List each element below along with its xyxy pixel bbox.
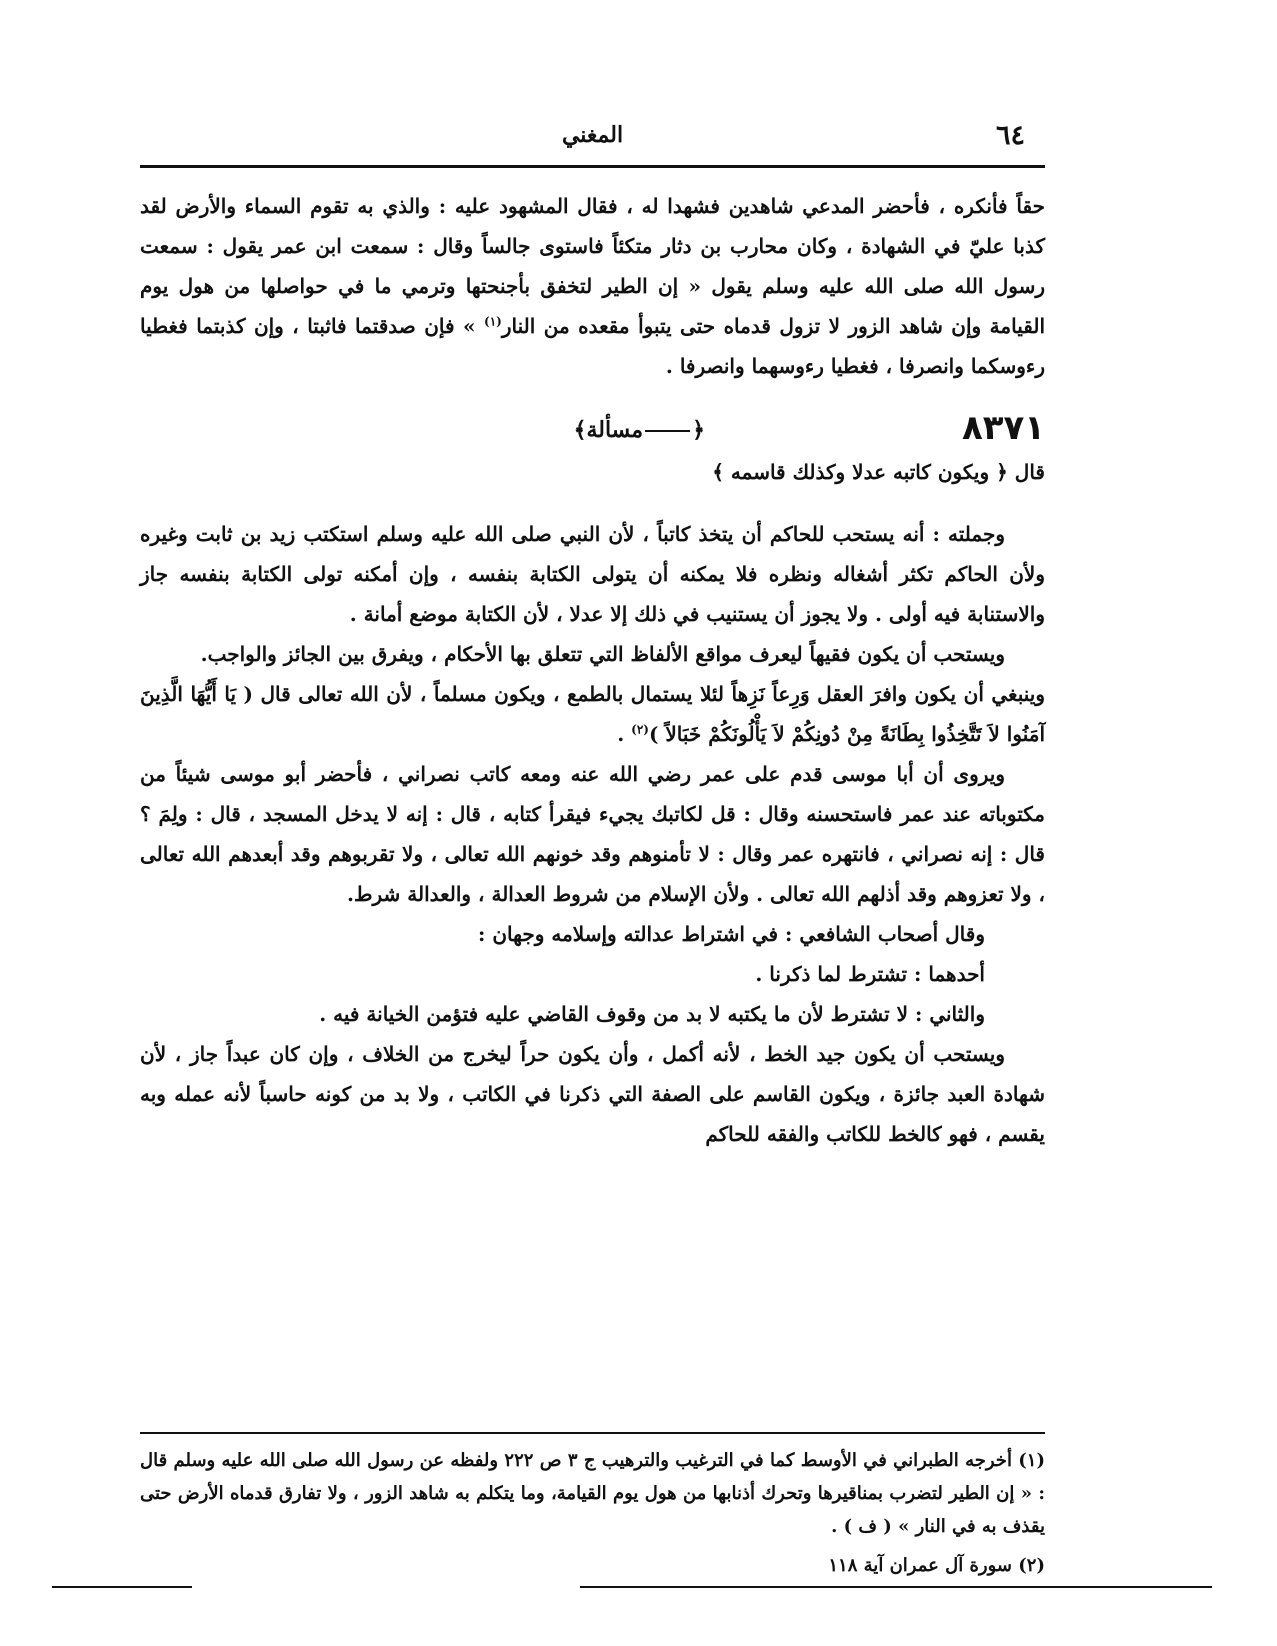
bottom-rule-right: [580, 1586, 1212, 1588]
spacer: [140, 386, 1045, 408]
header-rule: [140, 165, 1045, 168]
section-number: ٨٣٧١: [961, 408, 1045, 448]
paragraph-4-text: وينبغي أن يكون وافرَ العقل وَرِعاً نَزِهاً لئلا يستمال بالطمع ، ويكون مسلماً ، لأن الله تعالى قال ( يَا أَيُّهَا الَّذِينَ آمَنُوا لاَ تَتَّخِذُوا بِطَانَةً مِنْ دُونِكُمْ لاَ يَأْلُونَكُمْ خَبَالاً ): [140, 682, 1045, 746]
section-quote: قال ﴿ ويكون كاتبه عدلا وكذلك قاسمه ﴾: [712, 460, 1045, 484]
page-header: [140, 120, 1045, 160]
page-number: ٦٤: [995, 120, 1025, 151]
paragraph-4-end: .: [617, 722, 632, 746]
bottom-rule-left: [52, 1586, 192, 1588]
paragraph-1-text: حقاً فأنكره ، فأحضر المدعي شاهدين فشهدا له ، فقال المشهود عليه : والذي به تقوم السماء والأرض لقد كذبا عليّ في الشهادة ، وكان محارب بن دثار متكئاً فاستوى جالساً وقال : سمعت ابن عمر يقول : سمعت رسول الله صلى الله عليه وسلم يقول « إن الطير لتخفق بأجنحتها وترمي ما في حواصلها من هول يوم القيامة وإن شاهد الزور لا تزول قدماه حتى يتبوأ مقعده من النار: [140, 194, 1046, 338]
paragraph-7: أحدهما : تشترط لما ذكرنا .: [755, 962, 985, 986]
footnote-1: (١) أخرجه الطبراني في الأوسط كما في الترغيب والترهيب ج ٣ ص ٢٢٢ ولفظه عن رسول الله صلى الله عليه وسلم قال : « إن الطير لتضرب بمناقيرها وتحرك أذنابها من هول يوم القيامة، وما يتكلم به شاهد الزور ، ولا تفارق قدماه الأرض حتى يقذف به في النار » ( ف ) .: [140, 1450, 1045, 1537]
paragraph-1: [140, 186, 1045, 386]
section-label-rule: [645, 430, 690, 432]
footnote-rule: [140, 1432, 1045, 1434]
section-label: ﴿مسألة﴾: [573, 417, 705, 443]
footnotes: [140, 1444, 1045, 1582]
footnote-2: (٢) سورة آل عمران آية ١١٨: [828, 1555, 1045, 1576]
main-text: [140, 186, 1045, 1154]
spacer: [140, 492, 1045, 514]
paragraph-8: والثاني : لا تشترط لأن ما يكتبه لا بد من وقوف القاضي عليه فتؤمن الخيانة فيه .: [319, 1002, 985, 1026]
paragraph-6: وقال أصحاب الشافعي : في اشتراط عدالته وإسلامه وجهان :: [478, 922, 985, 946]
paragraph-4: [140, 674, 1045, 754]
paragraph-2: وجملته : أنه يستحب للحاكم أن يتخذ كاتباً ، لأن النبي صلى الله عليه وسلم استكتب زيد بن ثابت وغيره ولأن الحاكم تكثر أشغاله ونظره فلا يمكنه أن يتولى الكتابة بنفسه ، وإن أمكنه تولى الكتابة بنفسه جاز والاستنابة فيه أولى . ولا يجوز أن يستنيب في ذلك إلا عدلا ، لأن الكتابة موضع أمانة .: [140, 522, 1045, 626]
footnote-ref-2: (٢): [631, 722, 649, 737]
paragraph-5: ويروى أن أبا موسى قدم على عمر رضي الله عنه ومعه كاتب نصراني ، فأحضر أبو موسى شيئاً من مكتوباته عند عمر فاستحسنه وقال : قل لكاتبك يجيء فيقرأ كتابه ، قال : إنه لا يدخل المسجد ، قال : ولِمَ ؟ قال : إنه نصراني ، فانتهره عمر وقال : لا تأمنوهم وقد خونهم الله تعالى ، ولا تقربوهم وقد أبعدهم الله تعالى ، ولا تعزوهم وقد أذلهم الله تعالى . ولأن الإسلام من شروط العدالة ، والعدالة شرط.: [140, 762, 1045, 906]
paragraph-1-end: » فإن صدقتما فاثبتا ، وإن كذبتما فغطيا رءوسكما وانصرفا ، فغطيا رءوسهما وانصرفا .: [140, 314, 1045, 378]
paragraph-3: ويستحب أن يكون فقيهاً ليعرف مواقع الألفاظ التي تتعلق بها الأحكام ، ويفرق بين الجائز والواجب.: [200, 642, 1005, 666]
footnote-ref-1: (١): [484, 314, 502, 329]
running-title: المغني: [561, 122, 624, 148]
paragraph-9: ويستحب أن يكون جيد الخط ، لأنه أكمل ، وأن يكون حراً ليخرج من الخلاف ، وإن كان عبداً جاز ، لأن شهادة العبد جائزة ، ويكون القاسم على الصفة التي ذكرنا في الكاتب ، ولا بد من كونه حاسباً لأنه عمله وبه يقسم ، فهو كالخط للكاتب والفقه للحاكم: [140, 1042, 1045, 1146]
section-heading: [140, 408, 1045, 452]
section-label-text: مسألة: [586, 417, 644, 443]
